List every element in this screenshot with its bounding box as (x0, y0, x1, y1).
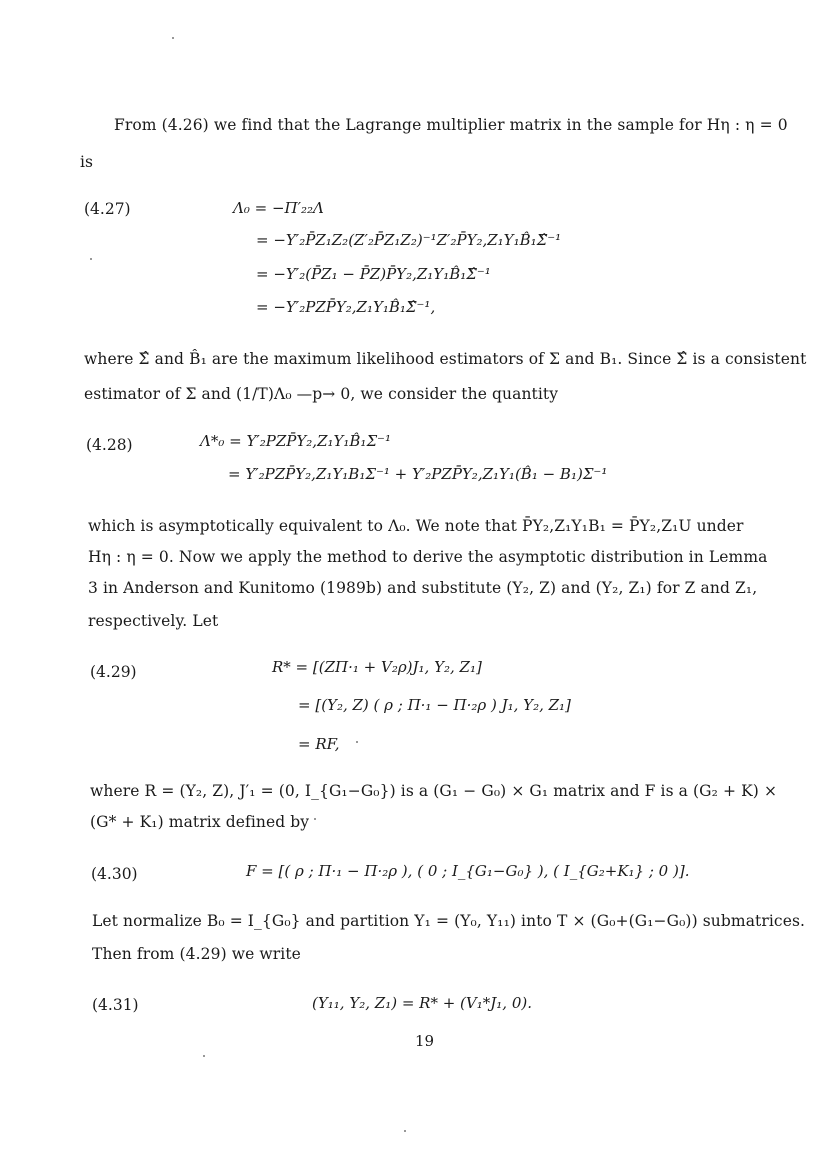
scan-speck (404, 1130, 406, 1132)
paragraph-5-line-2: Then from (4.29) we write (92, 945, 301, 963)
equation-4-30: F = [( ρ ; Π·₁ − Π·₂ρ ), ( 0 ; I_{G₁−G₀} ), ( I_{G₂+K₁} ; 0 )]. (246, 862, 690, 880)
equation-4-27-line-4: = −Y′₂PZP̄Y₂,Z₁Y₁B̂₁Σ̂⁻¹, (256, 298, 436, 316)
equation-label-4-27: (4.27) (84, 200, 131, 218)
paragraph-4-line-2: (G* + K₁) matrix defined by (90, 813, 310, 831)
equation-4-29-line-1: R* = [(ZΠ·₁ + V₂ρ)J₁, Y₂, Z₁] (272, 658, 482, 676)
paragraph-3-line-2: Hη : η = 0. Now we apply the method to derive the asymptotic distribution in Lemma (88, 548, 768, 566)
equation-4-29-line-2: = [(Y₂, Z) ( ρ ; Π·₁ − Π·₂ρ ) J₁, Y₂, Z₁] (298, 696, 571, 714)
equation-4-29-line-3: = RF, (298, 735, 340, 753)
equation-label-4-29: (4.29) (90, 663, 137, 681)
paragraph-1-line-1: From (4.26) we find that the Lagrange multiplier matrix in the sample for Hη : η = 0 (114, 116, 788, 134)
paragraph-2-line-1: where Σ̂ and B̂₁ are the maximum likelihood estimators of Σ and B₁. Since Σ̂ is a consistent (84, 350, 807, 368)
equation-label-4-28: (4.28) (86, 436, 133, 454)
equation-4-27-line-3: = −Y′₂(P̄Z₁ − P̄Z)P̄Y₂,Z₁Y₁B̂₁Σ̂⁻¹ (256, 265, 491, 283)
paragraph-3-line-1: which is asymptotically equivalent to Λ₀. We note that P̄Y₂,Z₁Y₁B₁ = P̄Y₂,Z₁U under (88, 517, 744, 535)
scan-speck (172, 37, 174, 39)
paragraph-4-line-1: where R = (Y₂, Z), J′₁ = (0, I_{G₁−G₀}) is a (G₁ − G₀) × G₁ matrix and F is a (G₂ + K) × (90, 782, 778, 800)
equation-4-27-line-2: = −Y′₂P̄Z₁Z₂(Z′₂P̄Z₁Z₂)⁻¹Z′₂P̄Y₂,Z₁Y₁B̂₁Σ̂⁻¹ (256, 231, 562, 249)
equation-4-31: (Y₁₁, Y₂, Z₁) = R* + (V₁*J₁, 0). (312, 994, 532, 1012)
equation-label-4-30: (4.30) (91, 865, 138, 883)
equation-label-4-31: (4.31) (92, 996, 139, 1014)
page-number: 19 (415, 1032, 435, 1050)
scan-speck (314, 818, 316, 820)
equation-4-28-line-2: = Y′₂PZP̄Y₂,Z₁Y₁B₁Σ⁻¹ + Y′₂PZP̄Y₂,Z₁Y₁(B̂₁ − B₁)Σ⁻¹ (228, 465, 608, 483)
scan-speck (356, 741, 358, 743)
paragraph-2-line-2: estimator of Σ and (1/T)Λ₀ —p→ 0, we consider the quantity (84, 385, 559, 403)
paragraph-1-line-2: is (80, 153, 94, 171)
paragraph-5-line-1: Let normalize B₀ = I_{G₀} and partition Y₁ = (Y₀, Y₁₁) into T × (G₀+(G₁−G₀)) submatrices. (92, 912, 806, 930)
equation-4-27-line-1: Λ₀ = −Π′₂₂Λ (233, 199, 324, 217)
scan-speck (203, 1055, 205, 1057)
paragraph-3-line-4: respectively. Let (88, 612, 219, 630)
scan-speck (90, 258, 92, 260)
paragraph-3-line-3: 3 in Anderson and Kunitomo (1989b) and substitute (Y₂, Z) and (Y₂, Z₁) for Z and Z₁, (88, 579, 758, 597)
equation-4-28-line-1: Λ*₀ = Y′₂PZP̄Y₂,Z₁Y₁B̂₁Σ⁻¹ (200, 432, 391, 450)
